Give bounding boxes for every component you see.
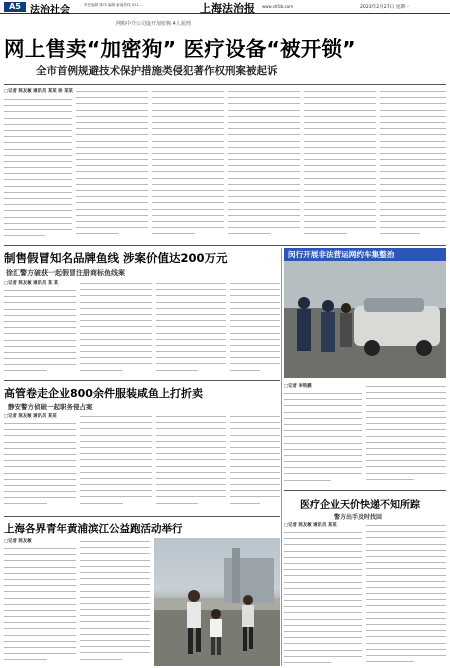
lead-body-col-5 [304,88,376,242]
lead-kicker: 网购中介公司虚开加密狗 4人获刑 [116,21,191,27]
story3-col-1 [4,420,76,512]
story5-banner-headline: 闵行开展非法营运网约车集整治 [284,248,446,261]
page-number-badge: A5 [4,2,26,12]
story3-subhead: 静安警方侦破一起职务侵占案 [8,403,93,411]
body-text-line [4,367,47,373]
body-text-line [380,230,420,236]
section-rule-3 [4,516,280,517]
body-text-line [284,659,331,665]
story2-col-3 [156,280,226,377]
story3-headline: 高管卷走企业800余件服装咸鱼上打折卖 [4,387,203,400]
body-text-line [152,230,195,236]
body-text-line [80,367,123,373]
body-text-line [156,367,198,373]
story6-subhead: 警方出手及时找回 [334,514,383,521]
body-text-line [230,500,260,506]
story2-col-4 [230,280,280,377]
lead-body-col-1 [4,96,72,242]
body-text-line [366,658,414,664]
masthead [0,0,450,14]
body-text-line [80,500,123,506]
lead-body-col-6 [380,88,446,242]
police-inspection-photo [284,248,446,378]
lead-body-col-2 [76,88,148,242]
section-rule-4 [284,490,446,491]
body-text-line [4,500,47,506]
runners-photo-graphic [154,538,280,666]
story4-col-2 [80,538,150,665]
lead-body-col-3 [152,88,224,242]
story2-headline: 制售假冒知名品牌鱼线 涉案价值达200万元 [4,251,228,265]
story3-col-2 [80,413,152,512]
story6-byline: □记者 陈友敏 通讯员 某某 [284,523,337,528]
column-separator [281,248,282,666]
body-text-line [80,656,122,662]
story4-byline: □记者 陈友敏 [4,539,32,544]
story2-col-2 [80,280,152,377]
body-text-line [230,367,260,373]
story5-byline: □记者 李铁鹏 [284,384,312,389]
body-text-line [76,230,119,236]
section-rule-2 [4,380,280,381]
story2-subhead: 徐汇警方破获一起假冒注册商标鱼线案 [6,269,125,277]
lead-byline: □记者 陈友敏 通讯员 某某 徐 某某 [4,89,73,94]
police-photo-graphic [284,248,446,378]
body-text-line [284,477,331,483]
story5-col-1 [284,390,362,486]
story3-byline: □记者 陈友敏 通讯员 某某 [4,414,57,419]
issue-date: 2023年2月27日 星期一 [360,5,410,10]
newspaper-brand: 上海法治报 [200,2,255,15]
story2-byline: □记者 陈友敏 通讯员 某 某 [4,281,59,286]
lead-subhead: 全市首例规避技术保护措施类侵犯著作权刑案被起诉 [36,65,278,77]
body-text-line [228,230,271,236]
newspaper-url: www.shfzb.com [262,4,294,9]
story4-headline: 上海各界青年黄浦滨江公益跑活动举行 [4,523,183,535]
editor-credits: 责任编辑 陈伟 编辑 新闻热线 021-... [84,3,144,7]
lead-body-col-4 [228,88,300,242]
story6-col-2 [366,522,446,666]
lead-headline: 网上售卖“加密狗” 医疗设备“被开锁” [4,37,356,61]
story6-headline: 医疗企业天价快递不知所踪 [300,500,420,511]
section-name: 法治社会 [30,5,70,16]
body-text-line [366,476,414,482]
section-rule-1 [4,245,446,246]
body-text-line [156,500,198,506]
body-text-line [304,230,347,236]
story5-col-2 [366,383,446,486]
story3-col-3 [156,413,226,512]
story6-col-1 [284,529,362,666]
story2-col-1 [4,287,76,377]
lead-rule [4,84,446,85]
body-text-line [4,232,45,238]
runners-photo [154,538,280,666]
story3-col-4 [230,413,280,512]
body-text-line [4,656,47,662]
story4-col-1 [4,545,76,665]
